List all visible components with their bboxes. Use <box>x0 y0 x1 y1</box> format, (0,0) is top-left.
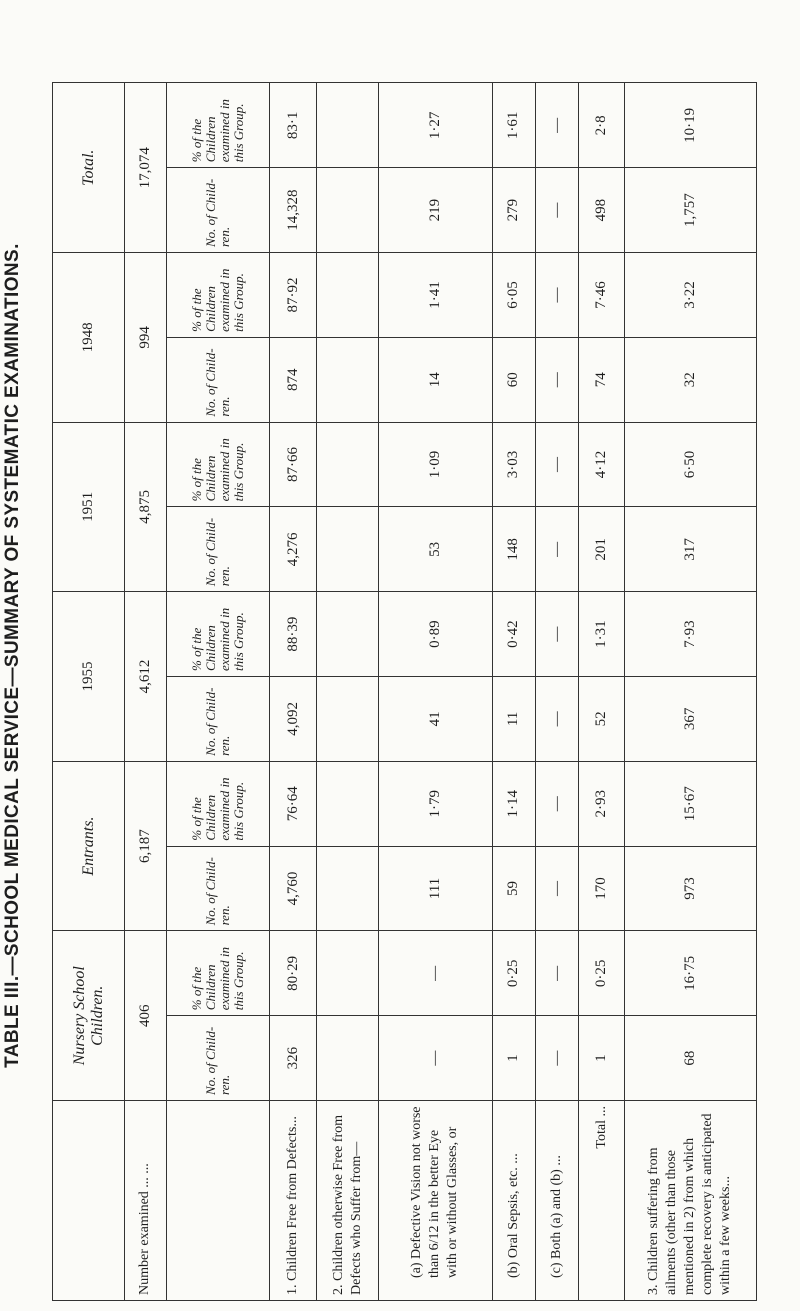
cell-percent: 1·14 <box>492 761 535 846</box>
cell-percent <box>317 83 379 168</box>
cell-percent: 1·79 <box>379 761 493 846</box>
cell-count: 1 <box>492 1016 535 1101</box>
subheader-no-children: No. of Child- ren. <box>166 507 269 592</box>
row-label: (b) Oral Sepsis, etc. ... <box>492 1101 535 1301</box>
table-row-defective-vision <box>379 83 493 1301</box>
cell-count: 498 <box>579 168 624 253</box>
cell-percent <box>317 931 379 1016</box>
cell-percent: 0·25 <box>579 931 624 1016</box>
cell-percent: — <box>536 592 579 677</box>
cell-count: 4,092 <box>269 677 316 762</box>
cell-count: 1,757 <box>624 168 756 253</box>
cell-count: — <box>536 337 579 422</box>
cell-percent: 0·25 <box>492 931 535 1016</box>
cell-count: 59 <box>492 846 535 931</box>
cell-percent: 87·66 <box>269 422 316 507</box>
cell-percent <box>317 592 379 677</box>
cell-percent <box>317 422 379 507</box>
cell-count: 4,276 <box>269 507 316 592</box>
number-examined-nursery: 406 <box>125 931 166 1101</box>
group-1955: 1955 <box>53 592 125 762</box>
cell-count: 201 <box>579 507 624 592</box>
row-label: 2. Children otherwise Free from Defects who Suffer from— <box>317 1101 379 1301</box>
cell-percent: 15·67 <box>624 761 756 846</box>
subheader-no-children: No. of Child- ren. <box>166 337 269 422</box>
cell-count: — <box>536 168 579 253</box>
group-1951: 1951 <box>53 422 125 592</box>
cell-count: 68 <box>624 1016 756 1101</box>
subheader-no-children: No. of Child- ren. <box>166 677 269 762</box>
cell-count <box>317 337 379 422</box>
row-label: (c) Both (a) and (b) ... <box>536 1101 579 1301</box>
row-label: 1. Children Free from Defects... <box>269 1101 316 1301</box>
cell-count: 41 <box>379 677 493 762</box>
cell-percent: 4·12 <box>579 422 624 507</box>
subheader-percent: % of the Children examined in this Group. <box>166 931 269 1016</box>
cell-count: 111 <box>379 846 493 931</box>
cell-percent: 7·46 <box>579 253 624 338</box>
cell-count: 170 <box>579 846 624 931</box>
group-entrants: Entrants. <box>53 761 125 931</box>
cell-count: 219 <box>379 168 493 253</box>
summary-table <box>52 82 757 1301</box>
table-row-total <box>579 83 624 1301</box>
cell-percent <box>317 761 379 846</box>
row-label: 3. Children suffering from ailments (other than those mentioned in 2) from which complete recovery is anticipated within a few weeks... <box>624 1101 756 1301</box>
table-row-both-a-b <box>536 83 579 1301</box>
cell-percent: 88·39 <box>269 592 316 677</box>
group-nursery: Nursery School Children. <box>53 931 125 1101</box>
group-total: Total. <box>53 83 125 253</box>
cell-count: 14 <box>379 337 493 422</box>
cell-count: 279 <box>492 168 535 253</box>
subheader-percent: % of the Children examined in this Group. <box>166 761 269 846</box>
cell-percent: 1·31 <box>579 592 624 677</box>
number-examined-1951: 4,875 <box>125 422 166 592</box>
subheader-percent: % of the Children examined in this Group. <box>166 592 269 677</box>
cell-count: 1 <box>579 1016 624 1101</box>
cell-percent: 80·29 <box>269 931 316 1016</box>
cell-count <box>317 168 379 253</box>
cell-count: 11 <box>492 677 535 762</box>
cell-count: 52 <box>579 677 624 762</box>
subheader-percent: % of the Children examined in this Group. <box>166 422 269 507</box>
cell-count: 53 <box>379 507 493 592</box>
subheader-blank <box>166 1101 269 1301</box>
table-row-oral-sepsis <box>492 83 535 1301</box>
number-examined-1955: 4,612 <box>125 592 166 762</box>
cell-count: 973 <box>624 846 756 931</box>
cell-percent: 10·19 <box>624 83 756 168</box>
cell-count: 4,760 <box>269 846 316 931</box>
cell-count: — <box>536 846 579 931</box>
row-label: (a) Defective Vision not worse than 6/12 in the better Eye with or without Glasses, or <box>379 1101 493 1301</box>
subheader-percent: % of the Children examined in this Group. <box>166 83 269 168</box>
number-examined-label: Number examined ... ... <box>125 1101 166 1301</box>
cell-percent: 76·64 <box>269 761 316 846</box>
cell-percent: 6·05 <box>492 253 535 338</box>
table-row-ailments <box>624 83 756 1301</box>
table-row-free-from-defects <box>269 83 316 1301</box>
group-header-row <box>53 83 125 1301</box>
cell-count: 326 <box>269 1016 316 1101</box>
cell-percent: 0·42 <box>492 592 535 677</box>
cell-count: — <box>536 677 579 762</box>
cell-percent: — <box>379 931 493 1016</box>
cell-count: — <box>379 1016 493 1101</box>
cell-count: 60 <box>492 337 535 422</box>
cell-count <box>317 1016 379 1101</box>
subheader-no-children: No. of Child- ren. <box>166 846 269 931</box>
number-examined-1948: 994 <box>125 253 166 423</box>
table-body <box>269 83 756 1301</box>
cell-count: 148 <box>492 507 535 592</box>
cell-count: 367 <box>624 677 756 762</box>
cell-percent: 1·09 <box>379 422 493 507</box>
table-row-otherwise-free <box>317 83 379 1301</box>
cell-count: 317 <box>624 507 756 592</box>
cell-percent: 3·22 <box>624 253 756 338</box>
table-title: TABLE III.—SCHOOL MEDICAL SERVICE—SUMMARY OF SYSTEMATIC EXAMINATIONS. <box>2 243 23 1068</box>
cell-count: 14,328 <box>269 168 316 253</box>
cell-count <box>317 846 379 931</box>
cell-percent: 3·03 <box>492 422 535 507</box>
cell-count: — <box>536 1016 579 1101</box>
corner-cell <box>53 1101 125 1301</box>
cell-percent: — <box>536 253 579 338</box>
cell-count: 32 <box>624 337 756 422</box>
cell-percent: 1·41 <box>379 253 493 338</box>
group-1948: 1948 <box>53 253 125 423</box>
subheader-no-children: No. of Child- ren. <box>166 168 269 253</box>
cell-count <box>317 507 379 592</box>
cell-percent: — <box>536 83 579 168</box>
cell-percent: 1·61 <box>492 83 535 168</box>
number-examined-row <box>125 83 166 1301</box>
cell-count: 74 <box>579 337 624 422</box>
number-examined-entrants: 6,187 <box>125 761 166 931</box>
subheader-percent: % of the Children examined in this Group. <box>166 253 269 338</box>
row-label: Total ... <box>579 1101 624 1301</box>
cell-percent <box>317 253 379 338</box>
cell-percent: 87·92 <box>269 253 316 338</box>
subheader-no-children: No. of Child- ren. <box>166 1016 269 1101</box>
cell-percent: 2·93 <box>579 761 624 846</box>
cell-count <box>317 677 379 762</box>
cell-percent: 2·8 <box>579 83 624 168</box>
column-subheader-row <box>166 83 269 1301</box>
number-examined-total: 17,074 <box>125 83 166 253</box>
cell-percent: 6·50 <box>624 422 756 507</box>
cell-percent: 16·75 <box>624 931 756 1016</box>
cell-percent: 7·93 <box>624 592 756 677</box>
cell-count: — <box>536 507 579 592</box>
cell-percent: 1·27 <box>379 83 493 168</box>
cell-percent: 83·1 <box>269 83 316 168</box>
cell-percent: — <box>536 422 579 507</box>
cell-percent: — <box>536 931 579 1016</box>
cell-count: 874 <box>269 337 316 422</box>
cell-percent: — <box>536 761 579 846</box>
cell-percent: 0·89 <box>379 592 493 677</box>
